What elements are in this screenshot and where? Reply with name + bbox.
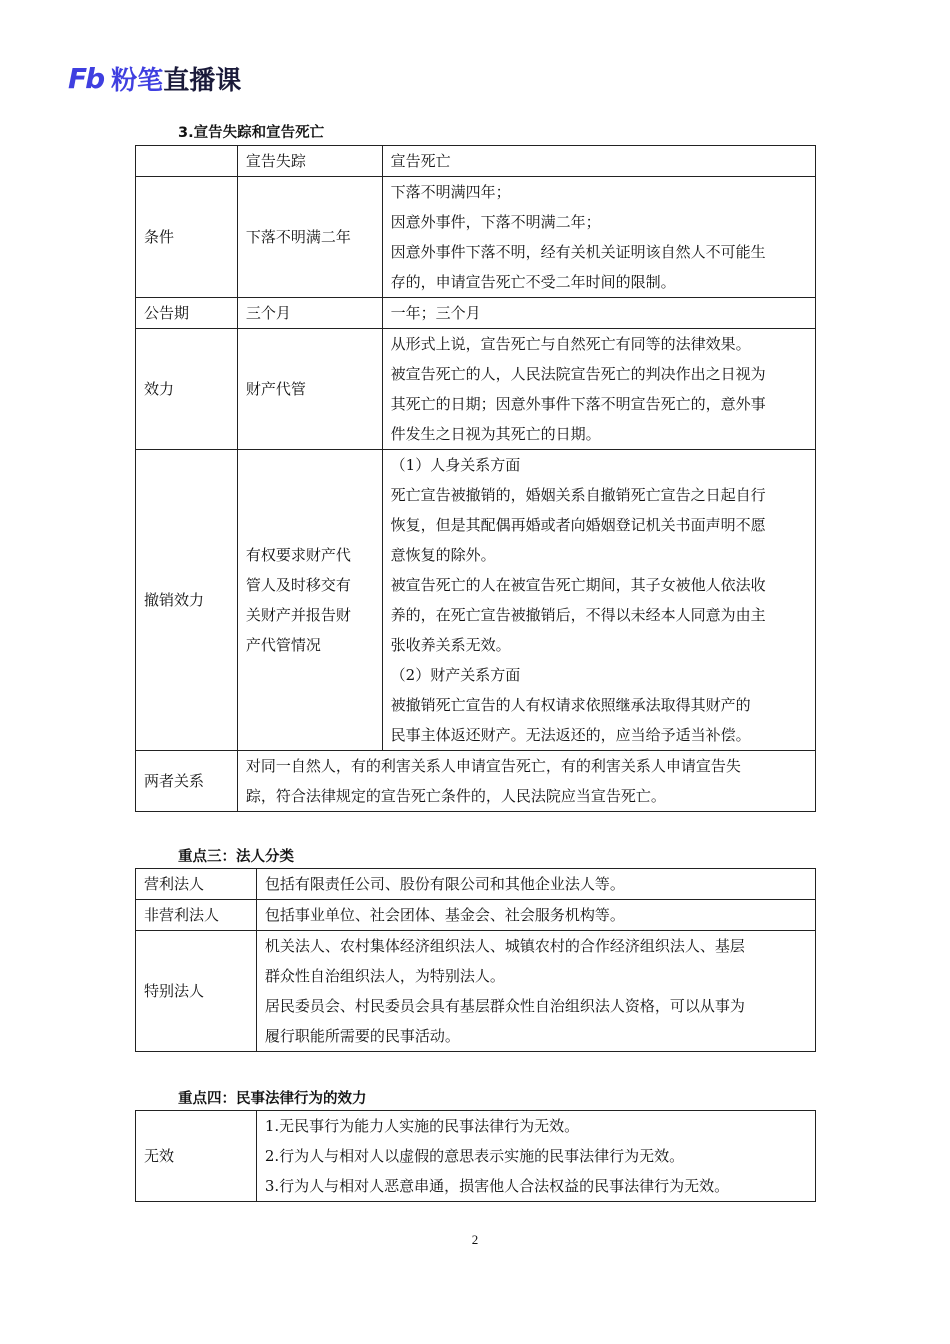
- row-label: 特别法人: [136, 931, 257, 1052]
- table-row: [136, 1111, 816, 1202]
- missing-cell: 财产代管: [237, 329, 382, 450]
- text-line: 机关法人、农村集体经济组织法人、城镇农村的合作经济组织法人、基层: [264, 937, 745, 955]
- table-header-row: [136, 146, 816, 177]
- text-line: （1）人身关系方面: [390, 456, 521, 474]
- text-line: 恢复，但是其配偶再婚或者向婚姻登记机关书面声明不愿: [390, 516, 766, 534]
- section-title-civil-acts: 重点四：民事法律行为的效力: [178, 1091, 367, 1107]
- text-line: 踪，符合法律规定的宣告死亡条件的，人民法院应当宣告死亡。: [245, 787, 666, 805]
- text-line: 管人及时移交有: [245, 576, 351, 594]
- row-label: 效力: [136, 329, 238, 450]
- row-label: 无效: [136, 1111, 257, 1202]
- header-cell-empty: [136, 146, 238, 177]
- text-line: 关财产并报告财: [245, 606, 351, 624]
- header-cell-death: 宣告死亡: [382, 146, 815, 177]
- table-legal-person: [135, 868, 816, 1052]
- row-label: 非营利法人: [136, 900, 257, 931]
- death-cell: [382, 329, 815, 450]
- header-cell-missing: 宣告失踪: [237, 146, 382, 177]
- text-line: 存的，申请宣告死亡不受二年时间的限制。: [390, 273, 676, 291]
- text-line: 下落不明满四年；: [390, 183, 511, 201]
- text-line: 群众性自治组织法人，为特别法人。: [264, 967, 505, 985]
- row-label: 撤销效力: [136, 450, 238, 751]
- text-line: 居民委员会、村民委员会具有基层群众性自治组织法人资格，可以从事为: [264, 997, 745, 1015]
- content-cell: [256, 869, 815, 900]
- table-row-notice-period: [136, 298, 816, 329]
- text-line: 从形式上说，宣告死亡与自然死亡有同等的法律效果。: [390, 335, 751, 353]
- text-line: 民事主体返还财产。无法返还的，应当给予适当补偿。: [390, 726, 751, 744]
- row-label: 公告期: [136, 298, 238, 329]
- text-line: 2.行为人与相对人以虚假的意思表示实施的民事法律行为无效。: [264, 1147, 685, 1165]
- text-line: 有权要求财产代: [245, 546, 351, 564]
- text-line: 件发生之日视为其死亡的日期。: [390, 425, 601, 443]
- text-line: 被宣告死亡的人，人民法院宣告死亡的判决作出之日视为: [390, 365, 766, 383]
- row-label: 条件: [136, 177, 238, 298]
- section-title-legal-person: 重点三：法人分类: [178, 849, 294, 865]
- text-line: 包括事业单位、社会团体、基金会、社会服务机构等。: [264, 906, 625, 924]
- text-line: 产代管情况: [245, 636, 321, 654]
- row-label: 两者关系: [136, 751, 238, 812]
- text-line: 意恢复的除外。: [390, 546, 496, 564]
- table-row: [136, 900, 816, 931]
- brand-logo-text-accent: 粉笔: [111, 65, 164, 96]
- text-line: 1.无民事行为能力人实施的民事法律行为无效。: [264, 1117, 580, 1135]
- text-line: 一年；三个月: [390, 304, 481, 322]
- text-line: 其死亡的日期；因意外事件下落不明宣告死亡的，意外事: [390, 395, 766, 413]
- text-line: 养的，在死亡宣告被撤销后，不得以未经本人同意为由主: [390, 606, 766, 624]
- brand-logo-text-rest: 直播课: [163, 65, 242, 96]
- row-label: 营利法人: [136, 869, 257, 900]
- text-line: 被宣告死亡的人在被宣告死亡期间，其子女被他人依法收: [390, 576, 766, 594]
- page-number: 2: [471, 1232, 479, 1247]
- table-row-relation: [136, 751, 816, 812]
- content-cell: [256, 900, 815, 931]
- text-line: 履行职能所需要的民事活动。: [264, 1027, 460, 1045]
- table-row-conditions: [136, 177, 816, 298]
- table-row: [136, 869, 816, 900]
- text-line: 对同一自然人，有的利害关系人申请宣告死亡，有的利害关系人申请宣告失: [245, 757, 741, 775]
- text-line: 因意外事件，下落不明满二年；: [390, 213, 601, 231]
- death-cell: [382, 177, 815, 298]
- table-row-revocation: [136, 450, 816, 751]
- table-missing-death: [135, 145, 816, 812]
- brand-logo: [68, 60, 241, 96]
- section-title-missing-death: 3.宣告失踪和宣告死亡: [178, 125, 325, 141]
- missing-cell: 下落不明满二年: [237, 177, 382, 298]
- text-line: 被撤销死亡宣告的人有权请求依照继承法取得其财产的: [390, 696, 751, 714]
- text-line: （2）财产关系方面: [390, 666, 521, 684]
- content-cell: [256, 931, 815, 1052]
- text-line: 死亡宣告被撤销的，婚姻关系自撤销死亡宣告之日起自行: [390, 486, 766, 504]
- brand-logo-text: [111, 60, 241, 97]
- text-line: 张收养关系无效。: [390, 636, 511, 654]
- death-cell: [382, 450, 815, 751]
- table-civil-acts: [135, 1110, 816, 1202]
- table-row-effect: [136, 329, 816, 450]
- content-cell: [256, 1111, 815, 1202]
- missing-cell: 三个月: [237, 298, 382, 329]
- brand-logo-mark: Fb: [68, 61, 104, 95]
- death-cell: [382, 298, 815, 329]
- text-line: 包括有限责任公司、股份有限公司和其他企业法人等。: [264, 875, 625, 893]
- table-row: [136, 931, 816, 1052]
- merged-cell: [237, 751, 815, 812]
- text-line: 因意外事件下落不明，经有关机关证明该自然人不可能生: [390, 243, 766, 261]
- missing-cell: [237, 450, 382, 751]
- text-line: 3.行为人与相对人恶意串通，损害他人合法权益的民事法律行为无效。: [264, 1177, 730, 1195]
